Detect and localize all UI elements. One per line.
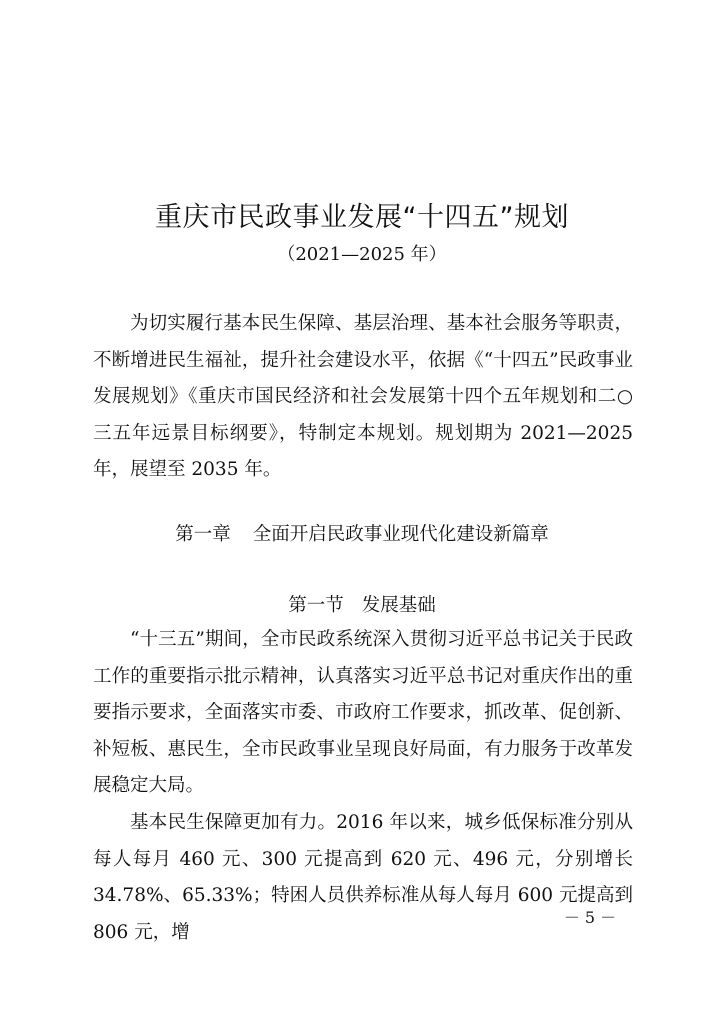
page-number: － 5 － — [563, 908, 617, 927]
chapter-heading — [0, 519, 724, 551]
main-text-block — [93, 622, 633, 951]
document-title: 重庆市民政事业发展“十四五”规划 — [155, 202, 569, 233]
document-subtitle: （2021—2025 年） — [277, 244, 447, 265]
intro-block — [93, 306, 633, 489]
intro-paragraph: 为切实履行基本民生保障、基层治理、基本社会服务等职责，不断增进民生福祉，提升社会建设水平，依据《“十四五”民政事业发展规划》《重庆市国民经济和社会发展第十四个五年规划和二○三五年远景目标纲要》，特制定本规划。规划期为 2021—2025 年，展望至 2035 年。 — [93, 313, 633, 481]
body-paragraph-1: “十三五”期间，全市民政系统深入贯彻习近平总书记关于民政工作的重要指示批示精神，认真落实习近平总书记对重庆作出的重要指示要求，全面落实市委、市政府工作要求，抓改革、促创新、补短板、惠民生，全市民政事业呈现良好局面，有力服务于改革发展稳定大局。 — [93, 629, 633, 797]
section-number: 第一节 — [288, 595, 344, 616]
chapter-number: 第一章 — [175, 524, 231, 545]
section-heading — [0, 590, 724, 622]
chapter-title: 全面开启民政事业现代化建设新篇章 — [252, 524, 549, 545]
section-title: 发展基础 — [361, 595, 436, 616]
body-paragraph-2: 基本民生保障更加有力。2016 年以来，城乡低保标准分别从每人每月 460 元、300 元提高到 620 元、496 元，分别增长 34.78%、65.33%；特困人员供养标准从每人每月 600 元提高到 806 元，增 — [93, 811, 633, 943]
